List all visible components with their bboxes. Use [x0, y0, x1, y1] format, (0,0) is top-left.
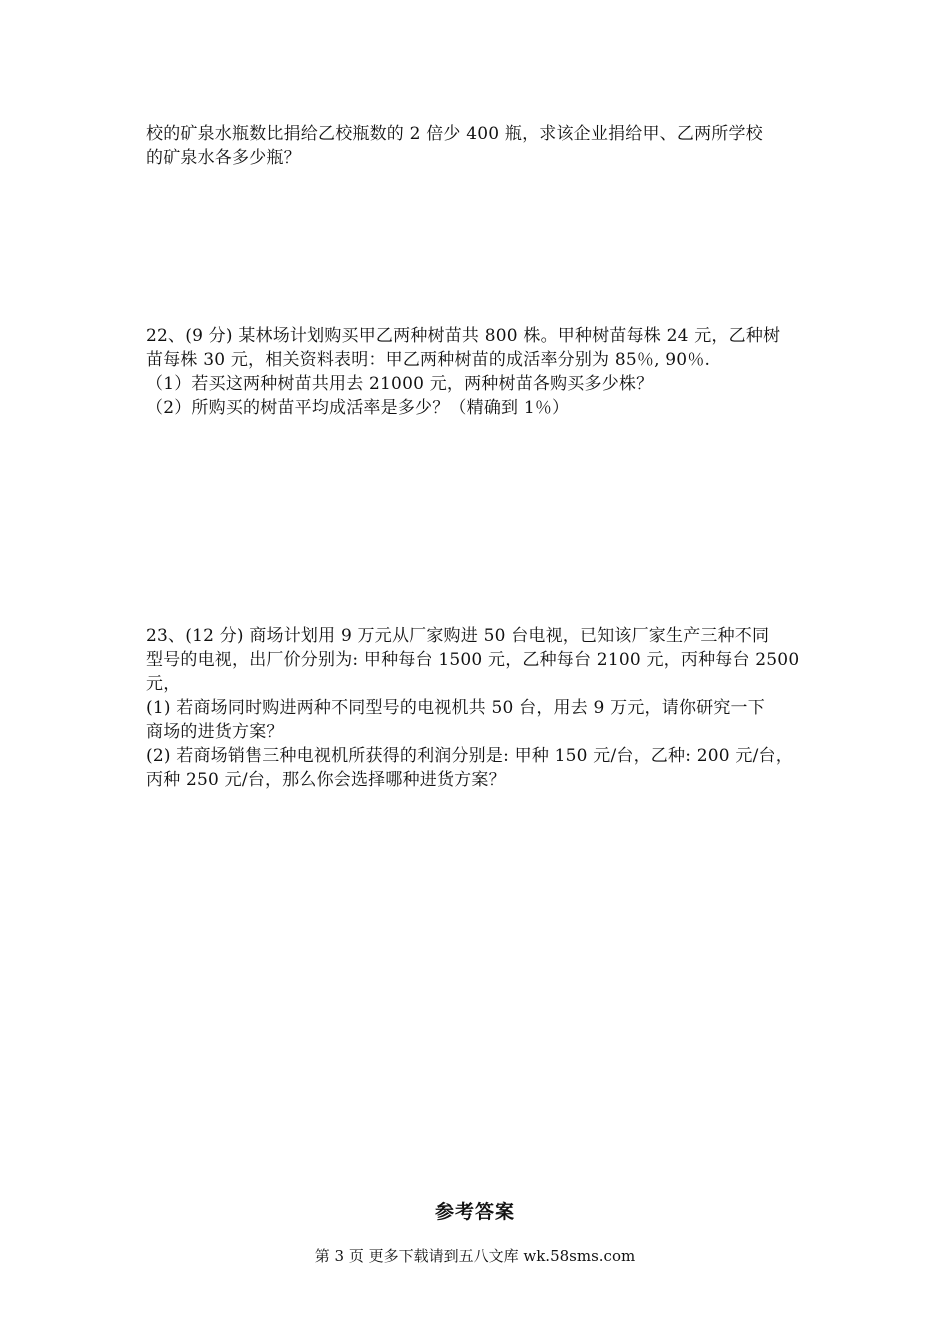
problem-21-continuation [146, 122, 826, 170]
text-line: 23、(12 分) 商场计划用 9 万元从厂家购进 50 台电视，已知该厂家生产三种不同 [146, 626, 770, 646]
text-line: 商场的进货方案？ [146, 722, 284, 742]
sub-question-2: (2) 若商场销售三种电视机所获得的利润分别是: 甲种 150 元/台，乙种: 200 元/台， [146, 746, 793, 766]
text-line: 型号的电视，出厂价分别为: 甲种每台 1500 元，乙种每台 2100 元，丙种每台 2500 [146, 650, 800, 670]
text-line: 的矿泉水各多少瓶？ [146, 148, 301, 168]
text-line: 元， [146, 674, 181, 694]
page-footer: 第 3 页 更多下载请到五八文库 wk.58sms.com [314, 1247, 636, 1265]
text-line: 苗每株 30 元，相关资料表明：甲乙两种树苗的成活率分别为 85％, 90％. [146, 350, 711, 370]
sub-question-1: （1）若买这两种树苗共用去 21000 元，两种树苗各购买多少株？ [146, 374, 654, 394]
text-line: 校的矿泉水瓶数比捐给乙校瓶数的 2 倍少 400 瓶，求该企业捐给甲、乙两所学校 [146, 124, 763, 144]
problem-23 [146, 624, 826, 792]
sub-question-1: (1) 若商场同时购进两种不同型号的电视机共 50 台，用去 9 万元，请你研究一下 [146, 698, 765, 718]
problem-22 [146, 324, 826, 420]
answer-heading: 参考答案 [434, 1201, 515, 1223]
text-line: 丙种 250 元/台，那么你会选择哪种进货方案？ [146, 770, 506, 790]
text-line: 22、(9 分) 某林场计划购买甲乙两种树苗共 800 株。甲种树苗每株 24 元，乙种树 [146, 326, 781, 346]
sub-question-2: （2）所购买的树苗平均成活率是多少？（精确到 1％） [146, 398, 570, 418]
